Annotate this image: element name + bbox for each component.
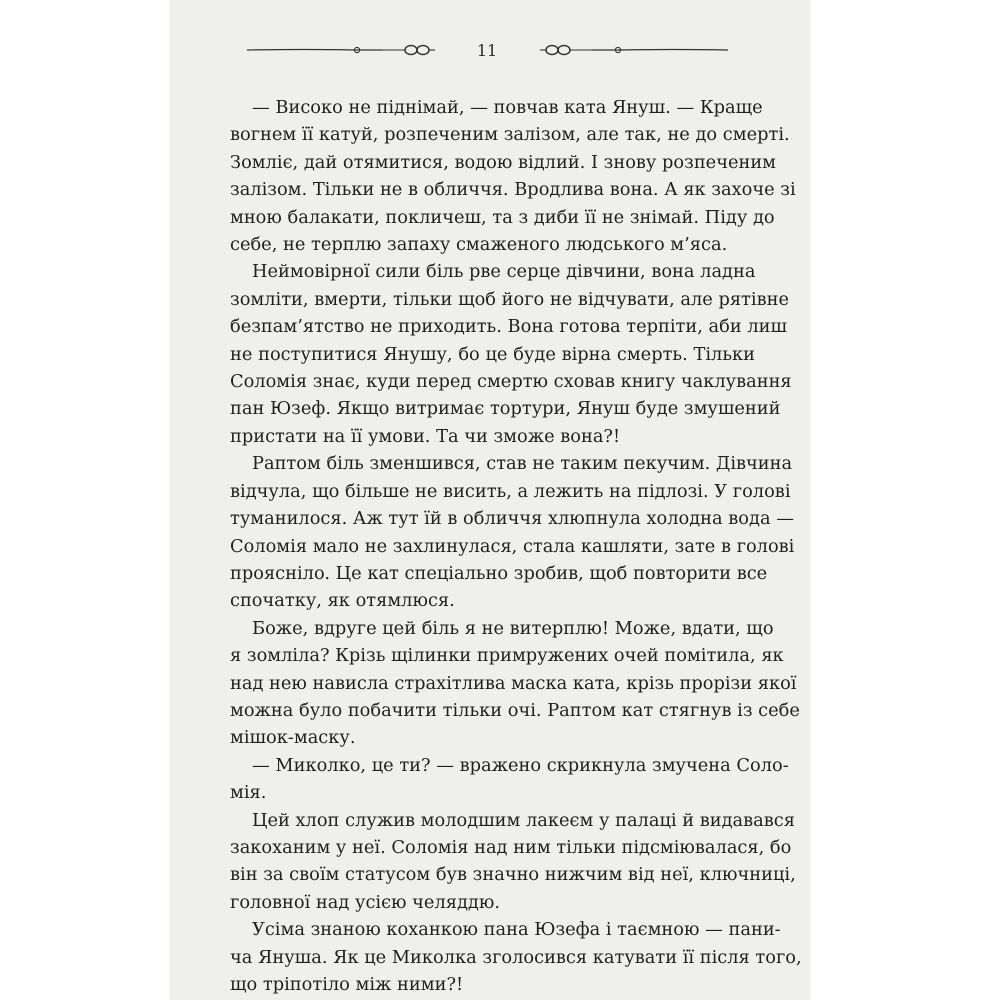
paragraph <box>230 450 795 614</box>
text-line: прояснілo. Це кат спеціально зробив, щоб повторити все <box>230 562 768 584</box>
text-line: Соломія знає, куди перед смертю сховав книгу чаклування <box>230 371 792 393</box>
body-text <box>230 94 802 998</box>
text-line: він за своїм статусом був значно нижчим від неї, ключниці, <box>230 864 796 886</box>
text-line: Цей хлоп служив молодшим лакеєм у палаці й видавався <box>252 809 795 831</box>
text-line: Соломія мало не захлинулася, стала кашляти, зате в голові <box>230 535 795 557</box>
paragraph <box>230 258 792 450</box>
text-line: Раптом біль зменшився, став не таким пекучим. Дівчина <box>252 453 793 475</box>
text-line: себе, не терплю запаху смаженого людського м’яса. <box>230 234 728 256</box>
text-line: пристати на її умови. Та чи зможе вона?! <box>230 425 621 447</box>
paragraph <box>230 615 800 752</box>
text-line: спочатку, як отямлюся. <box>230 590 455 612</box>
page-header <box>245 36 730 66</box>
text-line: туманилося. Аж тут їй в обличчя хлюпнула холодна вода — <box>230 508 794 530</box>
text-line: я зомліла? Крізь щілинки примружених очей помітила, як <box>230 645 784 667</box>
text-line: можна було побачити тільки очі. Раптом кат стягнув із себе <box>230 699 800 721</box>
text-line: залізом. Тільки не в обличчя. Вродлива вона. А як захоче зі <box>230 179 796 201</box>
text-line: не поступитися Янушу, бо це буде вірна смерть. Тільки <box>230 343 755 365</box>
paragraph <box>230 916 802 998</box>
text-line: — Миколко, це ти? — вражено скрикнула змучена Соло- <box>252 754 789 776</box>
text-line: головної над усією челяддю. <box>230 891 501 913</box>
text-line: безпам’ятство не приходить. Вона готова терпіти, аби лиш <box>230 316 788 338</box>
page-number: 11 <box>476 41 498 60</box>
text-line: мія. <box>230 782 267 804</box>
text-line: закоханим у неї. Соломія над ним тільки підсміювалася, бо <box>230 836 792 858</box>
text-line: що тріпотіло між ними?! <box>230 974 464 995</box>
text-line: зомліти, вмерти, тільки щоб його не відчувати, але рятівне <box>230 288 789 310</box>
text-line: Боже, вдруге цей біль я не витерплю! Може, вдати, що <box>252 617 774 639</box>
text-line: Зомліє, дай отямитися, водою відлий. І знову розпеченим <box>230 151 777 173</box>
text-line: — Високо не піднімай, — повчав ката Януш. — Краще <box>252 97 763 118</box>
text-line: відчула, що більше не висить, а лежить на підлозі. У голові <box>230 480 791 502</box>
text-line: Усіма знаною коханкою пана Юзефа і таємною — пани- <box>252 919 781 941</box>
text-line: ча Януша. Як це Миколка зголосився катувати її після того, <box>230 946 802 968</box>
paragraph <box>230 94 796 258</box>
text-line: мішок-маску. <box>230 727 356 749</box>
text-line: над нею нависла страхітлива маска ката, крізь прорізи якої <box>230 672 797 694</box>
paragraph <box>230 807 796 917</box>
text-line: пан Юзеф. Якщо витримає тортури, Януш буде змушений <box>230 398 781 420</box>
paragraph <box>230 752 789 807</box>
book-page <box>170 0 810 1000</box>
text-line: вогнем її катуй, розпеченим залізом, але так, не до смерті. <box>230 124 790 146</box>
text-line: Неймовірної сили біль рве серце дівчини, вона ладна <box>252 261 756 283</box>
text-line: мною балакати, покличеш, та з диби її не знімай. Піду до <box>230 206 775 228</box>
